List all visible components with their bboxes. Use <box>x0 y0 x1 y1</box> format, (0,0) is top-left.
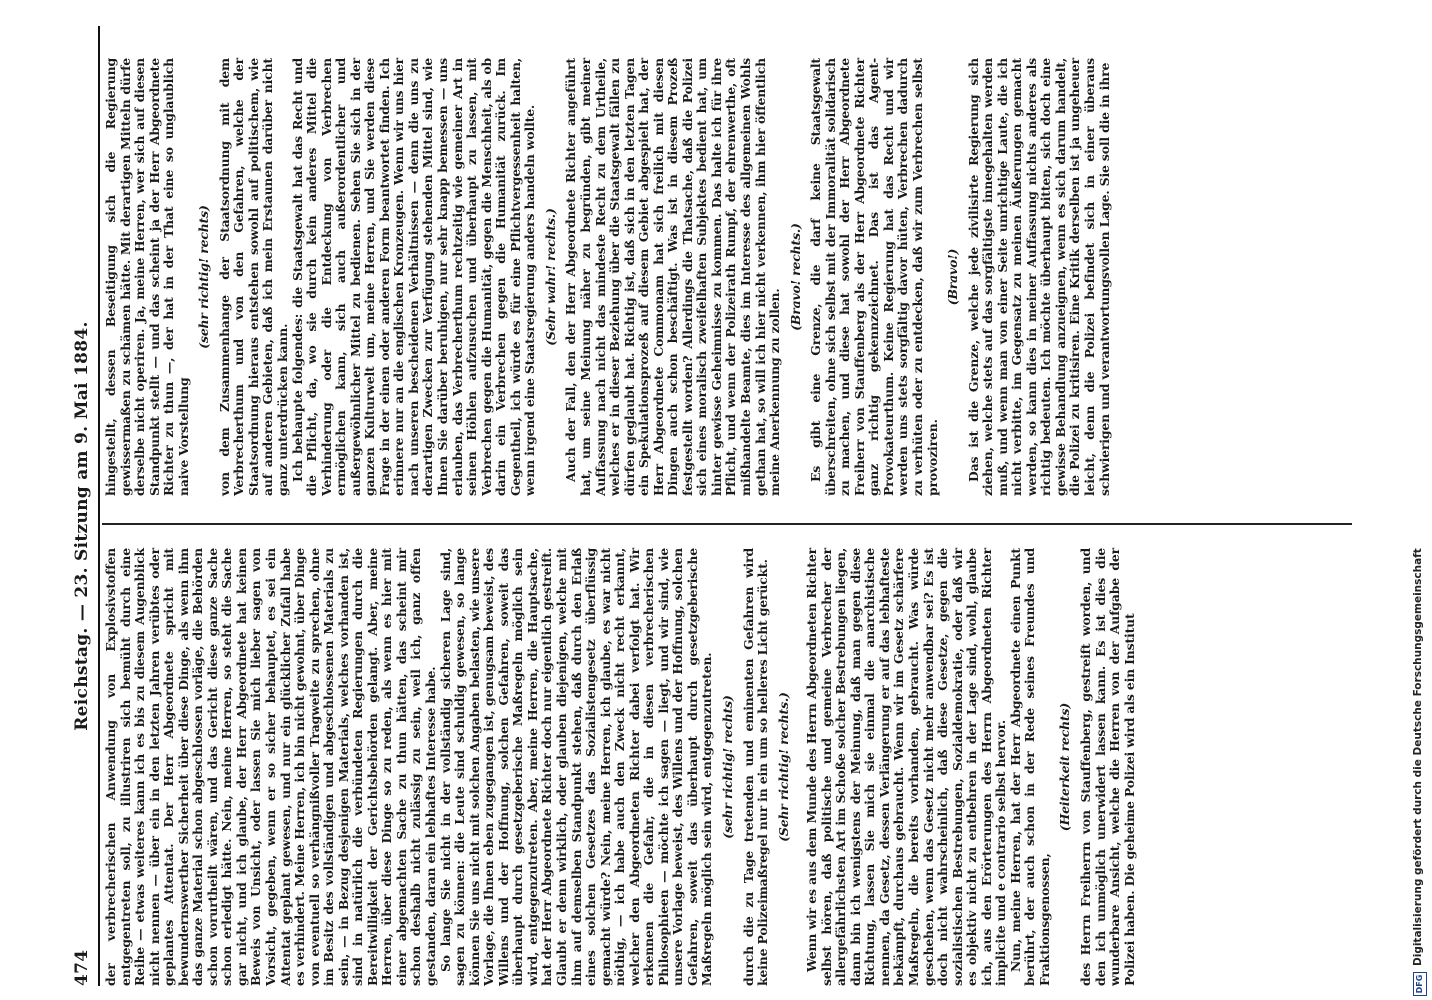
paragraph: So lange Sie nicht in der vollständig sicheren Lage sind, sagen zu können: die Leute sind schuldig gewesen, so lange können Sie uns nicht mit solchen Angaben belasten, wie unsere Vorlage, die Ihnen eben zugegangen ist, genugsam beweist, des Willens und der Hoffnung, solchen Gefahren, soweit das überhaupt durch gesetzgeberische Maßregeln möglich sein wird, entgegenzutreten. Aber, meine Herren, die Hauptsache, hat der Herr Abgeordnete Richter doch nur eigentlich gestreift. Glaubt er denn wirklich, oder glauben diejenigen, welche mit ihm auf demselben Standpunkt stehen, daß durch den Erlaß eines solchen Gesetzes das Sozialistengesetz überflüssig gemacht würde? Nein, meine Herren, ich glaube, es war nicht nöthig, — ich habe auch den Zweck nicht recht erkannt, welcher den Abgeordneten Richter dabei verfolgt hat. Wir erkennen die Gefahr, die in diesen verbrecherischen Philosophieen — möchte ich sagen — liegt, und wir sind, wie unsere Vorlage beweist, des Willens und der Hoffnung, solchen Gefahren, soweit das überhaupt durch gesetzgeberische Maßregeln möglich sein wird, entgegenzutreten. <box>437 548 715 986</box>
digitization-credit <box>1410 0 1432 1000</box>
column-divider <box>102 524 1352 526</box>
paragraph: Wenn wir es aus dem Munde des Herrn Abgeordneten Richter selbst hören, daß politische und gemeine Verbrecher der allergefährlichsten Art im Schoße solcher Bestrebungen liegen, dann bin ich wenigstens der Meinung, daß man gegen diese Richtung, lassen Sie mich sie einmal die anarchistische nennen, da Gesetz, dessen Verlängerung er auf das lebhafteste bekämpft, durchaus gebraucht. Wenn wir im Gesetz schärfere Maßregeln, die bereits vorhanden, gebraucht. Was würde geschehen, wenn das Gesetz nicht mehr anwendbar sei? Es ist doch nicht wahrscheinlich, daß diese Gesetze, gegen die sozialistischen Bestrebungen, Sozialdemokratie, oder daß wir es objektiv nicht zu entbehren in der Lage sind, wohl, glaube ich, aus den Erörterungen des Herrn Abgeordneten Richter implicite und e contrario selbst hervor. <box>804 548 1009 986</box>
left-column <box>104 548 1137 986</box>
paragraph: Ich behaupte folgendes: die Staatsgewalt hat das Recht und die Pflicht, da, wo sie durch kein anderes Mittel die Verhinderung oder die Entdeckung von Verbrechen ermöglichen kann, sich auch außerordentlicher und außergewöhnlicher Mittel zu bedienen. Sehen Sie sich in der ganzen Kulturwelt um, meine Herren, und Sie werden diese Frage in der einen oder anderen Form beantwortet finden. Ich erinnere nur an die englischen Kronzeugen. Wenn wir uns hier nach unseren bescheidenen Verhältnissen — denn die uns zu derartigen Zwecken zur Verfügung stehenden Mittel sind, wie Ihnen Sie darüber beruhigen, nur sehr knapp bemessen — uns erlauben, das Verbrecherthum rechtzeitig wie gemeiner Art in seinen Höhlen aufzusuchen und überhaupt zu lassen, mit Verbrechen gegen die Humanität, gegen die Menschheit, als ob darin ein Verbrechen gegen die Humanität zurück. Im Gegentheil, ich würde es für eine Pflichtvergessenheit halten, wenn irgend eine Staatsregierung anders handeln wollte. <box>289 58 538 496</box>
paragraph: von dem Zusammenhange der Staatsordnung mit dem Verbrecherthum und von den Gefahren, welche der Staatsordnung hieraus entstehen sowohl auf politischem, wie auf anderen Gebieten, daß ich mein Erstaunen darüber nicht ganz unterdrücken kann. <box>216 58 291 496</box>
paragraph: des Herrn Freiherrn von Stauffenberg, gestreift worden, und den ich unmöglich unerwidert lassen kann. Es ist dies die wunderbare Ansicht, welche die Herren von der Aufgabe der Polizei haben. Die geheime Polizei wird als ein Institut <box>1078 548 1137 986</box>
page-number: 474 <box>72 949 92 986</box>
header-rule <box>98 26 100 986</box>
interjection: (sehr richtig! rechts) <box>196 205 212 349</box>
interjection: (Sehr wahr! rechts.) <box>542 208 558 346</box>
paragraph: durch die zu Tage tretenden und eminenten Gefahren wird keine Polizeimaßregel nur in ein um so helleres Licht gerückt. <box>740 548 771 986</box>
dfg-logo: DFG <box>1413 972 1427 996</box>
running-title: Reichstag. — 23. Sitzung am 9. Mai 1884. <box>72 321 92 731</box>
paragraph: der verbrecherischen Anwendung von Explosivstoffen entgegentreten soll, zu illustriren sich bemüht durch eine Reihe — etwas weiteres kann ich es bis zu diesem Augenblick nicht nennen — über ein in den letzten Jahren verübtes oder geplantes Attentat. Der Herr Abgeordnete spricht mit bewundernswerther Sicherheit über diese Dinge, als wenn ihm das ganze Material schon abgeschlossen vorläge, die Behörden schon vorurtheilt wären, und das Gericht diese ganze Sache schon erledigt hätte. Nein, meine Herren, so steht die Sache gar nicht, und ich glaube, der Herr Abgeordnete hat keinen Beweis von Unsicht, oder lassen Sie mich lieber sagen von Vorsicht, gegeben, wenn er so sicher behauptet, es sei ein Attentat geplant gewesen, und nur ein glücklicher Zufall habe es verhindert. Meine Herren, ich bin nicht gewohnt, über Dinge von eventuell so verhängnißvoller Tragweite zu sprechen, ohne im Besitz des vollständigen und abgeschlossenen Materials zu sein, — in Bezug desjenigen Materials, welches vorhanden ist, sind in natürlich die verbündeten Regierungen durch die Bereitwilligkeit der Gerichtsbehörden gelangt. Aber, meine Herren, über diese Dinge so zu reden, als wenn es hier mit einer abgemachten Sache zu thun hätten, das scheint mir schon deshalb nicht zulässig zu sein, weil ich, ganz offen gestanden, daran ein lebhaftes Interesse habe. <box>103 548 439 986</box>
interjection: (Sehr richtig! rechts.) <box>775 692 791 842</box>
interjection: (sehr richtig! rechts) <box>719 695 735 839</box>
credit-text: Digitalisierung gefördert durch die Deutsche Forschungsgemeinschaft <box>1412 548 1424 966</box>
right-column <box>104 58 1112 496</box>
paragraph: Das ist die Grenze, welche jede zivilisirte Regierung sich ziehen, welche stets auf das sorgfältigste innegehalten werden muß, und wenn man von einer Seite unrichtige Laute, die ich nicht verbitte, im Gegensatz zu meinen Äußerungen gemacht werden, so kann dies in meiner Auffassung nichts anderes als richtig bedeuten. Ich möchte überhaupt bitten, sich doch eine gewisse Behandlung anzueignen, wenn es sich darum handelt, die Polizei zu kritisiren. Eine Kritik derselben ist ja ungeheuer leicht, denn die Polizei befindet sich in einer überaus schwierigen und verantwortungsvollen Lage. Sie soll die in ihre <box>965 58 1112 496</box>
interjection: (Bravo! rechts.) <box>787 223 803 331</box>
paragraph: Auch der Fall, den der Herr Abgeordnete Richter angeführt hat, um seine Meinung näher zu begründen, gibt meiner Auffassung nach nicht das mindeste Recht zu dem Urtheile, welches er in dieser Beziehung über die Staatsgewalt fällen zu dürfen geglaubt hat. Richtig ist, daß sich in den letzten Tagen ein Spekulationsprozeß auf diesem Gebiet abgespielt hat, der Herr Abgeordnete Commonam hat sich freilich mit diesen Dingen auch schon beschäftigt. Was ist in diesem Prozeß festgestellt worden? Allerdings die Thatsache, daß die Polizei sich eines moralisch zweifelhaften Subjektes bedient hat, um hinter gewisse Geheimnisse zu kommen. Das halte ich für ihre Pflicht, und wenn der Polizeirath Rumpf, der ehrenwerthe, oft mißhandelte Beamte, dies im Interesse des allgemeinen Wohls gethan hat, so will ich hier nicht verkennen, ihm hier öffentlich meine Anerkennung zu zollen. <box>563 58 783 496</box>
paragraph: Es gibt eine Grenze, die darf keine Staatsgewalt überschreiten, ohne sich selbst mit der Immoralität solidarisch zu machen, und diese hat sowohl der Herr Abgeordnete Freiherr von Stauffenberg als der Herr Abgeordnete Richter ganz richtig gekennzeichnet. Das ist das Agent-Provokateurthum. Keine Regierung hat das Recht und wir werden uns stets sorgfältig davor hüten, Verbrechen dadurch zu verhüten oder zu entdecken, daß wir zum Verbrechen selbst provoziren. <box>808 58 940 496</box>
interjection: (Bravo!) <box>945 248 961 306</box>
paragraph: hingestellt, dessen Beseitigung sich die Regierung gewissermaßen zu schämen hätte. Mit derartigen Mitteln dürfe derselbe nicht operiren. Ja, meine Herren, wer sich auf diesen Standpunkt stellt — und das scheint ja der Herr Abgeordnete Richter zu thun —, der hat in der That eine so unglaublich naive Vorstellung <box>103 58 191 496</box>
interjection: (Heiterkeit rechts) <box>1057 702 1073 832</box>
paragraph: Nun, meine Herren, hat der Herr Abgeordnete einen Punkt berührt, der auch schon in der Rede seines Freundes und Fraktionsgenossen, <box>1007 548 1052 986</box>
